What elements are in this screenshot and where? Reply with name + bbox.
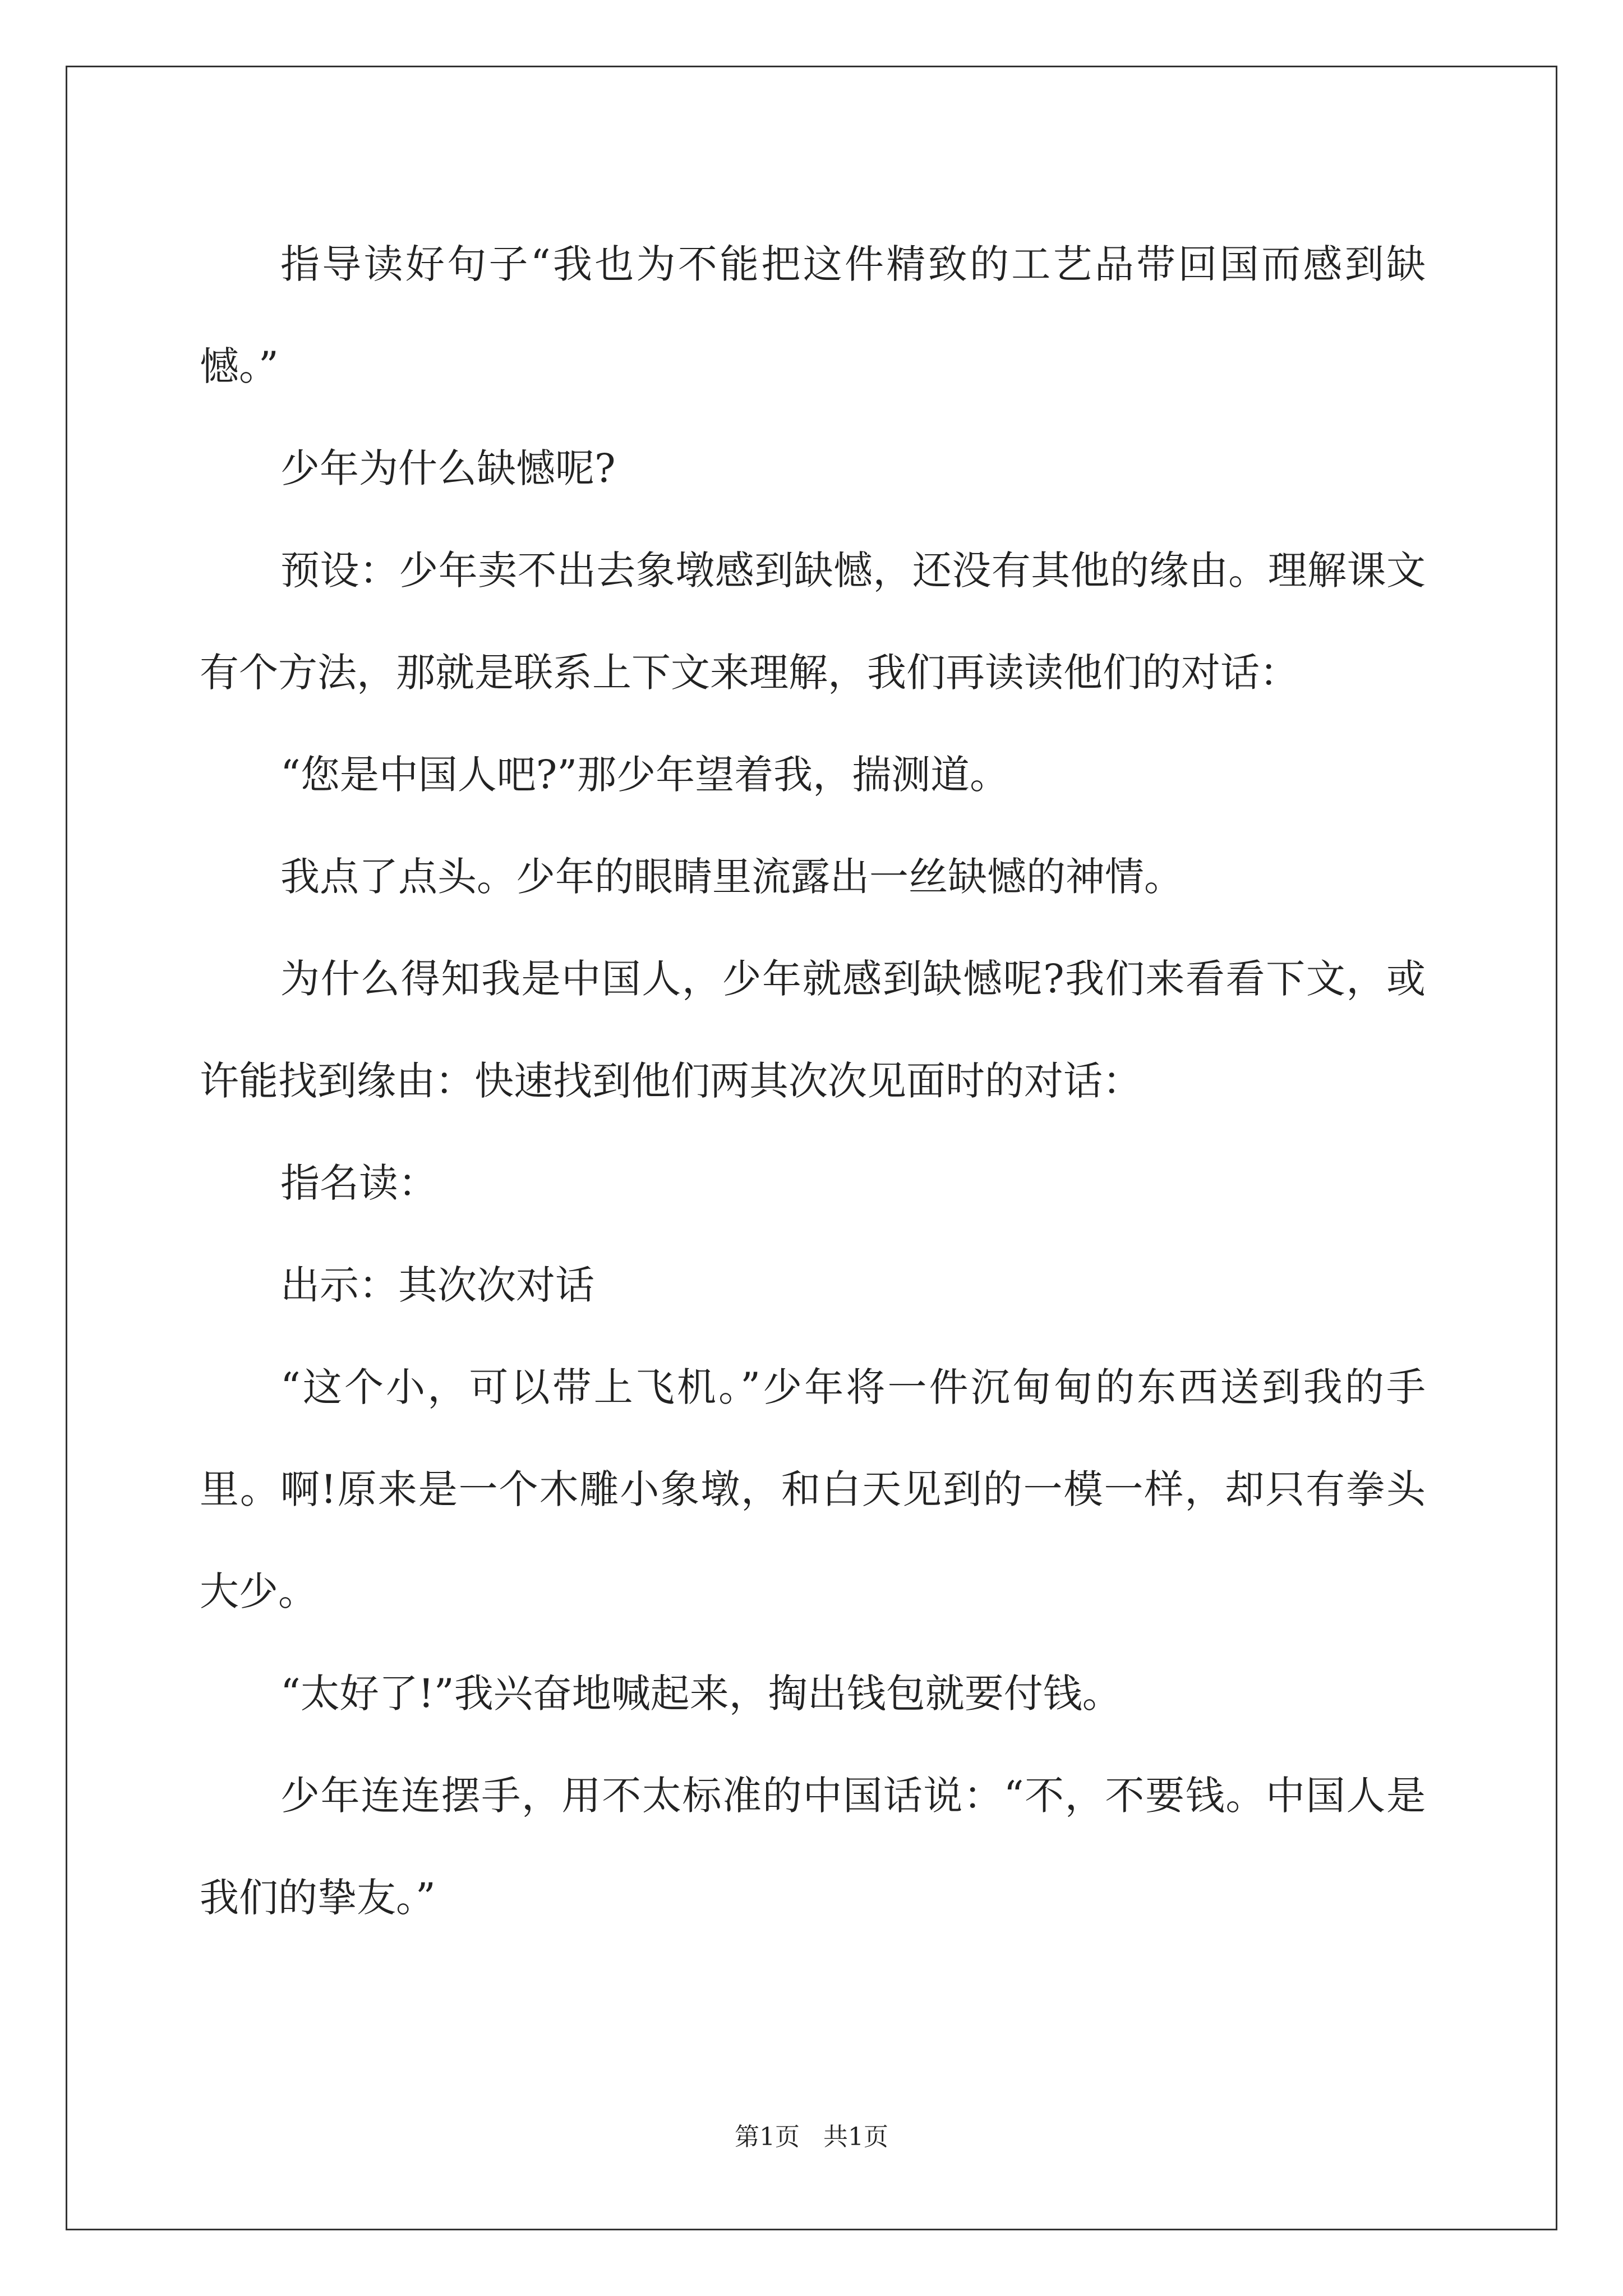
paragraph: “您是中国人吧?”那少年望着我，揣测道。 bbox=[280, 752, 1009, 798]
paragraph: 指导读好句子“我也为不能把这件精致的工艺品带回国而感到缺憾。” bbox=[200, 241, 1426, 389]
paragraph: 为什么得知我是中国人，少年就感到缺憾呢?我们来看看下文，或许能找到缘由：快速找到他们两其次次见面时的对话： bbox=[200, 956, 1426, 1104]
paragraph: “太好了!”我兴奋地喊起来，掏出钱包就要付钱。 bbox=[280, 1671, 1122, 1717]
paragraph: 我点了点头。少年的眼睛里流露出一丝缺憾的神情。 bbox=[280, 854, 1183, 900]
paragraph: 少年连连摆手，用不太标准的中国话说：“不，不要钱。中国人是我们的挚友。” bbox=[200, 1773, 1426, 1921]
page-footer bbox=[0, 2120, 1623, 2154]
page-number: 第1页 bbox=[735, 2123, 800, 2151]
paragraph: 指名读： bbox=[280, 1160, 437, 1206]
paragraph: 出示：其次次对话 bbox=[280, 1262, 594, 1308]
paragraph: 预设：少年卖不出去象墩感到缺憾，还没有其他的缘由。理解课文有个方法，那就是联系上下文来理解，我们再读读他们的对话： bbox=[200, 547, 1426, 696]
total-pages: 共1页 bbox=[823, 2123, 888, 2151]
paragraph: “这个小，可以带上飞机。”少年将一件沉甸甸的东西送到我的手里。啊!原来是一个木雕小象墩，和白天见到的一模一样，却只有拳头大少。 bbox=[200, 1364, 1426, 1614]
paragraph: 少年为什么缺憾呢? bbox=[280, 445, 616, 491]
document-body bbox=[200, 213, 1426, 1949]
